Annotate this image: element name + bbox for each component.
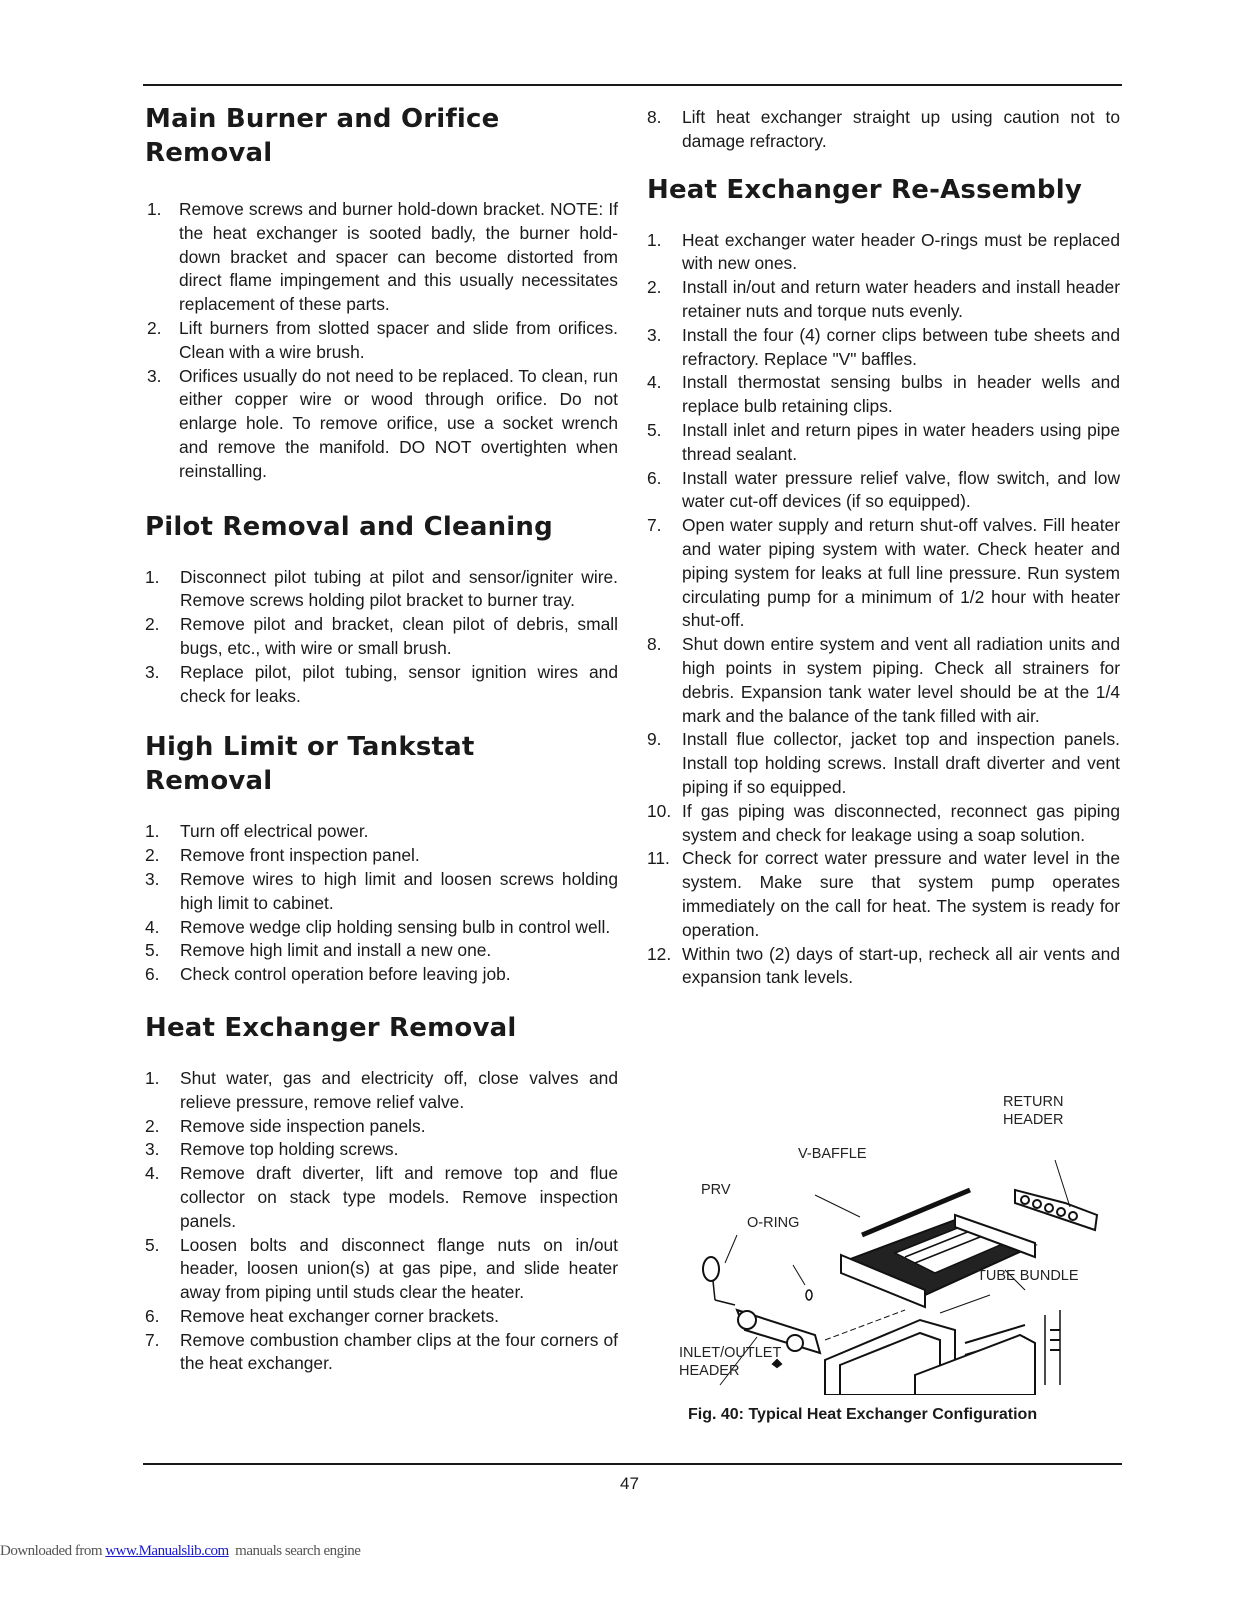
list-item: 4. Remove wedge clip holding sensing bulb in control well.: [145, 916, 611, 937]
title-line: Removal: [145, 138, 273, 168]
download-footer: [0, 1543, 360, 1560]
list-item: 9. Install flue collector, jacket top and inspection panels. Install top holding screws. Install draft diverter and vent piping if so equipped.: [647, 729, 1120, 797]
list-item: 10. If gas piping was disconnected, reconnect gas piping system and check for leakage using a soap solution.: [647, 800, 1120, 845]
top-rule: [143, 84, 1122, 86]
label-v-baffle: V-BAFFLE: [798, 1146, 867, 1162]
list-item: 2. Lift burners from slotted spacer and slide from orifices. Clean with a wire brush.: [147, 317, 618, 362]
label-tube-bundle: TUBE BUNDLE: [977, 1268, 1079, 1284]
list-item: 7. Open water supply and return shut-off valves. Fill heater and water piping system with water. Check heater and piping system for leaks at full line pressure. Run system circulating pump for a minimum of 1/2 hour with heater shut-off.: [647, 515, 1120, 631]
main-burner-steps: [145, 198, 618, 484]
title-line: High Limit or Tankstat: [145, 732, 475, 763]
section-title-main-burner: [145, 102, 618, 170]
list-item: 3. Remove wires to high limit and loosen screws holding high limit to cabinet.: [145, 868, 618, 913]
list-item: 5. Loosen bolts and disconnect flange nuts on in/out header, loosen union(s) at gas pipe, and slide heater away from piping until studs clear the heater.: [145, 1234, 618, 1303]
list-item: 2. Remove front inspection panel.: [145, 845, 420, 866]
label-return-header: RETURN HEADER: [1003, 1094, 1064, 1128]
section-title-pilot: Pilot Removal and Cleaning: [145, 511, 553, 542]
list-item: 4. Remove draft diverter, lift and remove top and flue collector on stack type models. Remove inspection panels.: [145, 1163, 618, 1231]
list-item: 8. Shut down entire system and vent all radiation units and high points in system piping. Check all strainers for debris. Expansion tank water level should be at the 1/4 mark and the balance of the tank filled with air.: [647, 634, 1120, 726]
manualslib-link[interactable]: www.Manualslib.com: [105, 1543, 229, 1559]
list-item: 5. Install inlet and return pipes in water headers using pipe thread sealant.: [647, 419, 1120, 464]
list-item: 7. Remove combustion chamber clips at the four corners of the heat exchanger.: [145, 1329, 618, 1374]
list-item: 6. Check control operation before leaving job.: [145, 964, 511, 985]
list-item: 2. Remove side inspection panels.: [145, 1115, 426, 1136]
list-item: 4. Install thermostat sensing bulbs in header wells and replace bulb retaining clips.: [647, 372, 1120, 417]
list-item: 6. Remove heat exchanger corner brackets.: [145, 1305, 499, 1326]
section-title-re-assembly: Heat Exchanger Re-Assembly: [647, 174, 1082, 205]
list-item: 1. Shut water, gas and electricity off, close valves and relieve pressure, remove relief valve.: [145, 1067, 618, 1112]
section-title-heat-exchanger-removal: Heat Exchanger Removal: [145, 1012, 517, 1043]
list-item: 6. Install water pressure relief valve, flow switch, and low water cut-off devices (if so equipped).: [647, 467, 1120, 512]
list-item: 1. Remove screws and burner hold-down bracket. NOTE: If the heat exchanger is sooted badly, the burner hold-down bracket and spacer can become distorted from direct flame impingement and this usually necessitates replacement of these parts.: [147, 199, 618, 315]
label-prv: PRV: [701, 1182, 731, 1198]
footer-prefix: Downloaded from: [0, 1543, 106, 1559]
section-title-high-limit: [145, 730, 618, 798]
title-line: Removal: [145, 766, 273, 797]
list-item: 12. Within two (2) days of start-up, recheck all air vents and expansion tank levels.: [647, 943, 1120, 988]
heat-exchanger-removal-steps: [145, 1067, 618, 1376]
page-number: 47: [620, 1474, 639, 1493]
list-item: 5. Remove high limit and install a new one.: [145, 940, 492, 961]
list-item: 11. Check for correct water pressure and water level in the system. Make sure that system pump operates immediately on the call for heat. The system is ready for operation.: [647, 848, 1120, 940]
list-item: 2. Install in/out and return water headers and install header retainer nuts and torque nuts evenly.: [647, 277, 1120, 321]
pilot-steps: [145, 566, 618, 709]
high-limit-steps: [145, 820, 618, 987]
right-column: [647, 106, 1120, 990]
heat-exchanger-diagram: [665, 1085, 1120, 1395]
list-item: 3. Orifices usually do not need to be replaced. To clean, run either copper wire or wood through orifice. Do not enlarge hole. To remove orifice, use a socket wrench and remove the manifold. DO NOT overtighten when reinstalling.: [147, 365, 618, 481]
footer-suffix: manuals search engine: [228, 1543, 361, 1559]
bottom-rule: [143, 1463, 1122, 1465]
list-item: 3. Replace pilot, pilot tubing, sensor ignition wires and check for leaks.: [145, 661, 618, 706]
left-column: [145, 100, 618, 1376]
list-item: 8. Lift heat exchanger straight up using caution not to damage refractory.: [647, 107, 1120, 151]
continued-steps: [647, 106, 1120, 154]
list-item: 1. Heat exchanger water header O-rings must be replaced with new ones.: [647, 229, 1120, 274]
title-line: Main Burner and Orifice: [145, 104, 500, 134]
list-item: 1. Turn off electrical power.: [145, 821, 369, 842]
re-assembly-steps: [647, 229, 1120, 991]
label-o-ring: O-RING: [747, 1215, 800, 1231]
label-inlet-outlet-header: INLET/OUTLET HEADER: [679, 1345, 782, 1379]
list-item: 1. Disconnect pilot tubing at pilot and sensor/igniter wire. Remove screws holding pilot bracket to burner tray.: [145, 566, 618, 611]
list-item: 3. Install the four (4) corner clips between tube sheets and refractory. Replace "V" baffles.: [647, 324, 1120, 369]
list-item: 3. Remove top holding screws.: [145, 1139, 399, 1160]
list-item: 2. Remove pilot and bracket, clean pilot of debris, small bugs, etc., with wire or small brush.: [145, 614, 618, 658]
figure-caption: Fig. 40: Typical Heat Exchanger Configuration: [688, 1406, 1038, 1423]
